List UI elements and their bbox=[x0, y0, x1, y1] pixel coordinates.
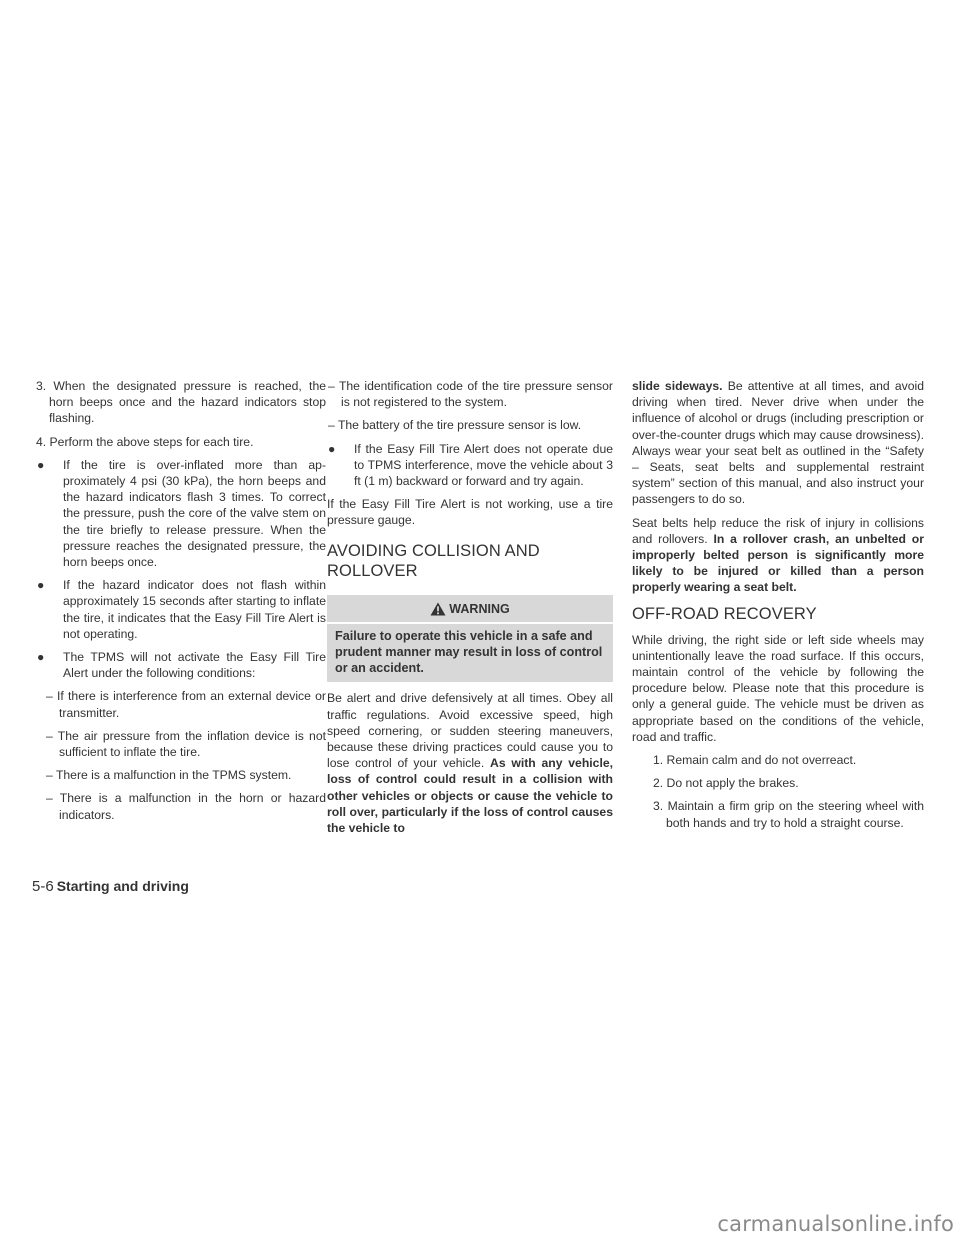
paragraph-text: Seat belts help reduce the risk of injury in collisions and rollovers. bbox=[632, 515, 924, 546]
heading-off-road-recovery: OFF-ROAD RECOVERY bbox=[632, 604, 817, 623]
paragraph-bold-text: In a rollover crash, an unbelted or improperly belted person is significantly more likely to be injured or killed than a person properly wearing a seat belt. bbox=[632, 531, 924, 595]
paragraph-pressure-gauge: If the Easy Fill Tire Alert is not working, use a tire pressure gauge. bbox=[327, 497, 613, 528]
dash-battery-low: – The battery of the tire pressure sensor is low. bbox=[328, 418, 582, 433]
dash-horn-malfunction: – There is a malfunction in the horn or hazard indicators. bbox=[46, 791, 326, 822]
column-left bbox=[32, 378, 326, 830]
dash-air-pressure: – The air pressure from the inflation device is not sufficient to inflate the tire. bbox=[46, 728, 326, 760]
warning-text: Failure to operate this vehicle in a safe and prudent manner may result in loss of control or an accident. bbox=[335, 628, 603, 676]
warning-header bbox=[327, 595, 613, 624]
bullet-icon: ● bbox=[37, 650, 45, 665]
warning-triangle-icon bbox=[430, 602, 446, 616]
column-right bbox=[632, 378, 924, 838]
dash-tpms-malfunction: – There is a malfunction in the TPMS system. bbox=[46, 768, 292, 783]
step-no-brakes: 2. Do not apply the brakes. bbox=[653, 776, 799, 791]
step-4: 4. Perform the above steps for each tire. bbox=[36, 434, 254, 449]
paragraph-defensive-driving bbox=[327, 690, 613, 836]
paragraph-bold-text: As with any vehicle, loss of control could result in a collision with other vehicles or objects or cause the vehicle to roll over, particularly if the loss of control causes the vehicle to bbox=[327, 756, 613, 836]
step-firm-grip: 3. Maintain a firm grip on the steering wheel with both hands and try to hold a straight course. bbox=[653, 799, 924, 830]
paragraph-attentive bbox=[632, 378, 924, 508]
paragraph-text: Be attentive at all times, and avoid driving when tired. Never drive when under the influence of alcohol or drugs (including prescription or over-the-counter drugs which may cause drowsiness). Always wear your seat belt as outlined in the “Safety – Seats, seat belts and supplemental restraint system” section of this manual, and also instruct your passengers to do so. bbox=[632, 379, 924, 507]
warning-box bbox=[327, 595, 613, 683]
bullet-text: If the hazard indicator does not flash within approximately 15 seconds after starting to inflate the tire, it indicates that the Easy Fill Tire Alert is not operating. bbox=[63, 578, 326, 641]
step-remain-calm: 1. Remain calm and do not overreact. bbox=[653, 753, 857, 768]
bullet-icon: ● bbox=[328, 441, 336, 456]
dash-interference: – If there is interference from an external device or transmitter. bbox=[46, 689, 326, 720]
bullet-tpms-interference bbox=[327, 441, 613, 490]
column-middle bbox=[327, 378, 613, 843]
bullet-icon: ● bbox=[37, 578, 45, 593]
bullet-over-inflated bbox=[32, 457, 326, 570]
section-title: Starting and driving bbox=[56, 878, 189, 894]
paragraph-bold-text: slide sideways. bbox=[632, 379, 723, 393]
bullet-icon: ● bbox=[37, 457, 45, 472]
paragraph-seat-belts bbox=[632, 515, 924, 596]
page-number: 5-6 bbox=[32, 878, 54, 895]
paragraph-off-road: While driving, the right side or left side wheels may unintentionally leave the road surface. If this occurs, maintain control of the vehicle by following the procedure below. Please note that this procedure is only a general guide. The vehicle must be driven as appropriate based on the conditions of the vehicle, road and traffic. bbox=[632, 632, 924, 744]
dash-identification-code: – The identification code of the tire pressure sensor is not registered to the system. bbox=[328, 379, 613, 410]
paragraph-text: Be alert and drive defensively at all times. Obey all traffic regulations. Avoid excessive speed, high speed cornering, or sudden steering maneuvers, because these driving practices could cause you to lose control of your vehicle. bbox=[327, 691, 613, 771]
bullet-text: If the Easy Fill Tire Alert does not operate due to TPMS interference, move the vehicle about 3 ft (1 m) backward or forward and try again. bbox=[354, 441, 613, 489]
bullet-tpms-conditions bbox=[32, 649, 326, 681]
warning-title: WARNING bbox=[449, 601, 510, 616]
bullet-text: If the tire is over-inflated more than approximately 4 psi (30 kPa), the horn beeps and the hazard indicators flash 3 times. To correct the pressure, push the core of the valve stem on the tire briefly to release pressure. When the pressure reaches the designated pressure, the horn beeps once. bbox=[63, 457, 326, 570]
heading-avoiding-collision: AVOIDING COLLISION AND ROLLOVER bbox=[327, 541, 540, 580]
step-3: 3. When the designated pressure is reached, the horn beeps once and the hazard indicators stop flashing. bbox=[36, 379, 326, 426]
page-footer bbox=[32, 877, 189, 896]
watermark: carmanualsonline.info bbox=[717, 1212, 954, 1236]
bullet-hazard-indicator bbox=[32, 577, 326, 642]
bullet-text: The TPMS will not activate the Easy Fill Tire Alert under the following conditions: bbox=[63, 650, 326, 681]
